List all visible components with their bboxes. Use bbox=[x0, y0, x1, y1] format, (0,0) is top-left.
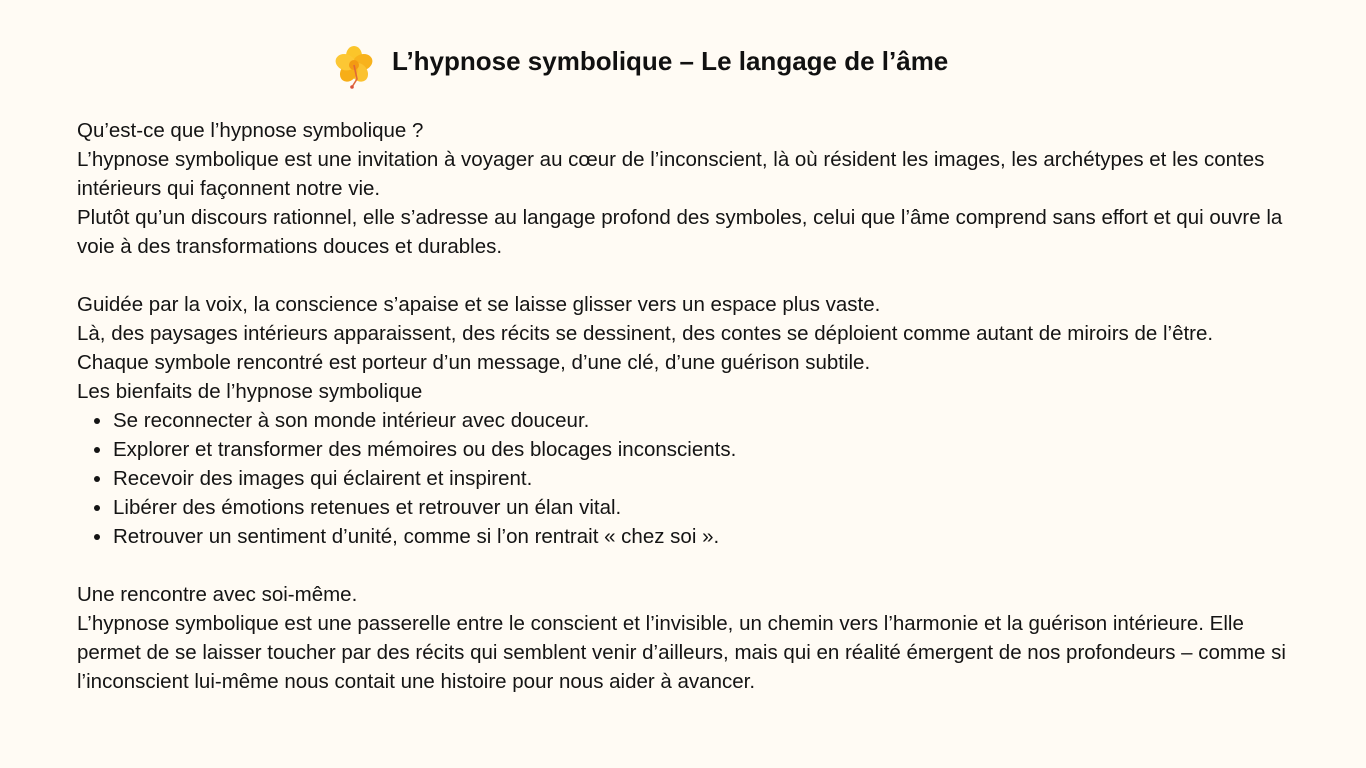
journey-line-1: Guidée par la voix, la conscience s’apaise et se laisse glisser vers un espace plus vaste. bbox=[77, 293, 881, 316]
spacer bbox=[77, 261, 1292, 290]
spacer bbox=[77, 551, 1292, 580]
hibiscus-flower-icon bbox=[334, 44, 374, 90]
encounter-paragraph: L’hypnose symbolique est une passerelle entre le conscient et l’invisible, un chemin vers l’harmonie et la guérison intérieure. Elle permet de se laisser toucher par des récits qui semblent venir d’ailleurs, mais qui en réalité émergent de nos profondeurs – comme si l’inconscient lui-même nous contait une histoire pour nous aider à avancer. bbox=[77, 612, 1286, 693]
intro-heading: Qu’est-ce que l’hypnose symbolique ? bbox=[77, 119, 424, 142]
page-title: L’hypnose symbolique – Le langage de l’âme bbox=[392, 46, 949, 76]
journey-section bbox=[77, 290, 1292, 377]
journey-line-3: Chaque symbole rencontré est porteur d’un message, d’une clé, d’une guérison subtile. bbox=[77, 351, 871, 374]
encounter-heading: Une rencontre avec soi-même. bbox=[77, 583, 358, 606]
page-header bbox=[334, 44, 948, 90]
intro-paragraph-1: L’hypnose symbolique est une invitation à voyager au cœur de l’inconscient, là où résident les images, les archétypes et les contes intérieurs qui façonnent notre vie. bbox=[77, 148, 1265, 200]
intro-section bbox=[77, 116, 1292, 261]
encounter-section bbox=[77, 580, 1292, 696]
benefits-list bbox=[77, 406, 1292, 551]
intro-paragraph-2: Plutôt qu’un discours rationnel, elle s’adresse au langage profond des symboles, celui que l’âme comprend sans effort et qui ouvre la voie à des transformations douces et durables. bbox=[77, 206, 1283, 258]
benefits-section bbox=[77, 377, 1292, 551]
list-item: • Libérer des émotions retenues et retrouver un élan vital. bbox=[113, 493, 1292, 522]
list-item: • Recevoir des images qui éclairent et inspirent. bbox=[113, 464, 1292, 493]
benefits-heading: Les bienfaits de l’hypnose symbolique bbox=[77, 380, 423, 403]
list-item: • Retrouver un sentiment d’unité, comme si l’on rentrait « chez soi ». bbox=[113, 522, 1292, 551]
journey-line-2: Là, des paysages intérieurs apparaissent, des récits se dessinent, des contes se déploient comme autant de miroirs de l’être. bbox=[77, 322, 1214, 345]
list-item: • Se reconnecter à son monde intérieur avec douceur. bbox=[113, 406, 1292, 435]
article-body bbox=[77, 116, 1292, 696]
list-item: • Explorer et transformer des mémoires ou des blocages inconscients. bbox=[113, 435, 1292, 464]
